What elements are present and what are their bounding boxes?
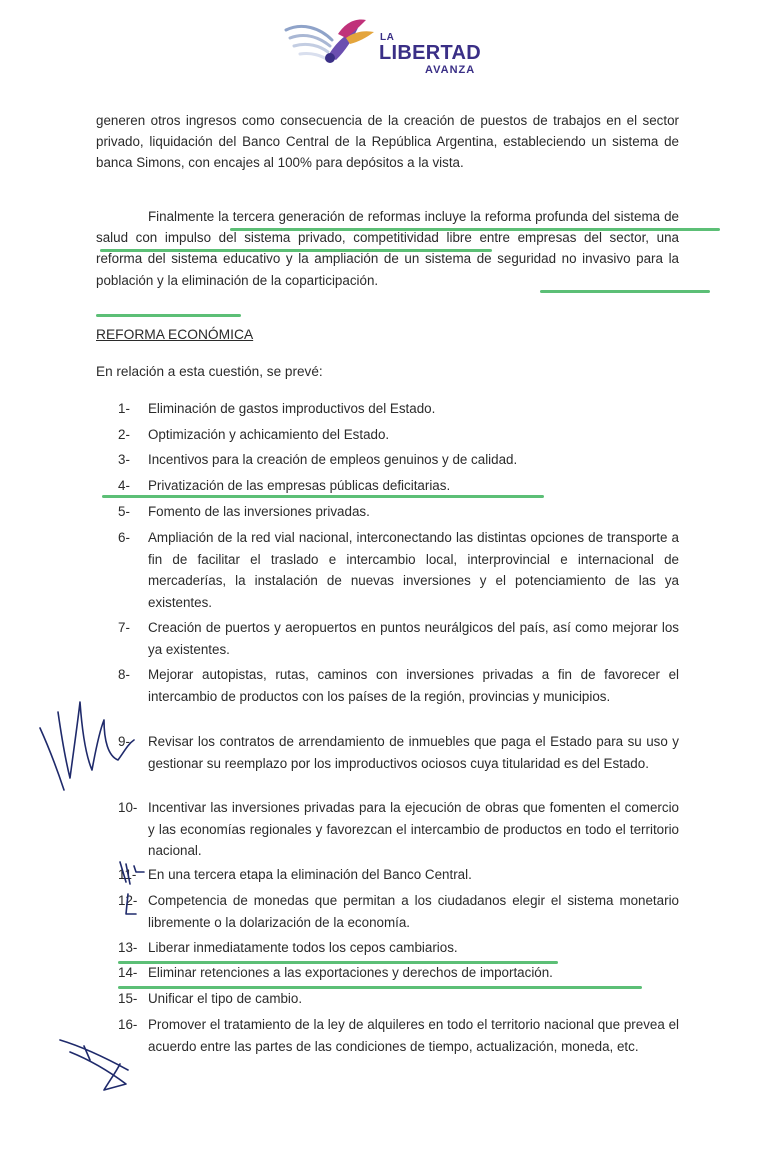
list-item-text: En una tercera etapa la eliminación del Banco Central. <box>148 867 472 882</box>
logo-text-la: LA <box>380 32 395 43</box>
list-item-number: 12- <box>118 893 138 908</box>
list-item-number: 3- <box>118 452 130 467</box>
margin-tick <box>120 862 144 884</box>
list-item-text: Ampliación de la red vial nacional, interconectando las distintas opciones de transporte a fin de facilitar el traslado e intercambio local, interprovincial e internacional de mercaderías, la instalación de nuevas inversiones y el potenciamiento de las ya existentes. <box>148 530 679 610</box>
list-item-text: Eliminación de gastos improductivos del Estado. <box>148 401 436 416</box>
list-item-text: Fomento de las inversiones privadas. <box>148 504 370 519</box>
margin-tick <box>126 894 136 914</box>
list-item-text: Optimización y achicamiento del Estado. <box>148 427 390 442</box>
list-item-number: 13- <box>118 940 138 955</box>
list-item-text: Incentivos para la creación de empleos genuinos y de calidad. <box>148 452 518 467</box>
logo-text-avanza: AVANZA <box>425 64 476 76</box>
list-item-text: Eliminar retenciones a las exportaciones y derechos de importación. <box>148 965 553 980</box>
list-item-number: 1- <box>118 401 130 416</box>
list-item-number: 8- <box>118 667 130 682</box>
section-heading: REFORMA ECONÓMICA <box>96 327 254 342</box>
list-item-text: Liberar inmediatamente todos los cepos cambiarios. <box>148 940 458 955</box>
section-intro: En relación a esta cuestión, se prevé: <box>96 364 323 379</box>
paragraph-third-generation-reforms: Finalmente la tercera generación de reformas incluye la reforma profunda del sistema de salud con impulso del sistema privado, competitividad libre entre empresas del sector, una reforma del sistema educativo y la ampliación de un sistema de seguridad no invasivo para la población y la eliminación de la coparticipación. <box>96 209 679 288</box>
list-item-number: 5- <box>118 504 130 519</box>
list-item-text: Privatización de las empresas públicas deficitarias. <box>148 478 451 493</box>
list-item-number: 4- <box>118 478 130 493</box>
margin-scribble <box>60 1040 128 1090</box>
list-item-text: Promover el tratamiento de la ley de alquileres en todo el territorio nacional que prevea el acuerdo entre las partes de las condiciones de tiempo, actualización, moneda, etc. <box>148 1017 679 1054</box>
paragraph-intro-continuation: generen otros ingresos como consecuencia de la creación de puestos de trabajos en el sector privado, liquidación del Banco Central de la República Argentina, estableciendo un sistema de banca Simons, con encajes al 100% para depósitos a la vista. <box>96 113 679 171</box>
list-item-number: 10- <box>118 800 138 815</box>
list-item-text: Mejorar autopistas, rutas, caminos con inversiones privadas a fin de favorecer el intercambio de productos con los países de la región, provincias y municipios. <box>148 667 679 704</box>
signature-initials <box>40 702 134 790</box>
list-item-text: Unificar el tipo de cambio. <box>148 991 303 1006</box>
list-item-text: Competencia de monedas que permitan a los ciudadanos elegir el sistema monetario libremente o la dolarización de la economía. <box>148 893 679 930</box>
list-item-number: 9- <box>118 734 130 749</box>
list-item-number: 14- <box>118 965 138 980</box>
list-item-number: 7- <box>118 620 130 635</box>
list-item-number: 2- <box>118 427 130 442</box>
list-item-number: 6- <box>118 530 130 545</box>
logo-text-libertad: LIBERTAD <box>379 42 482 64</box>
list-item-text: Creación de puertos y aeropuertos en puntos neurálgicos del país, así como mejorar los ya existentes. <box>148 620 679 657</box>
list-item-text: Revisar los contratos de arrendamiento de inmuebles que paga el Estado para su uso y gestionar su reemplazo por los improductivos ociosos cuya titularidad es del Estado. <box>148 734 679 771</box>
list-item-text: Incentivar las inversiones privadas para la ejecución de obras que fomenten el comercio y las economías regionales y favorezcan el intercambio de productos en todo el territorio nacional. <box>148 800 679 858</box>
list-item-number: 15- <box>118 991 138 1006</box>
list-item-number: 11- <box>118 867 137 882</box>
list-item-number: 16- <box>118 1017 138 1032</box>
